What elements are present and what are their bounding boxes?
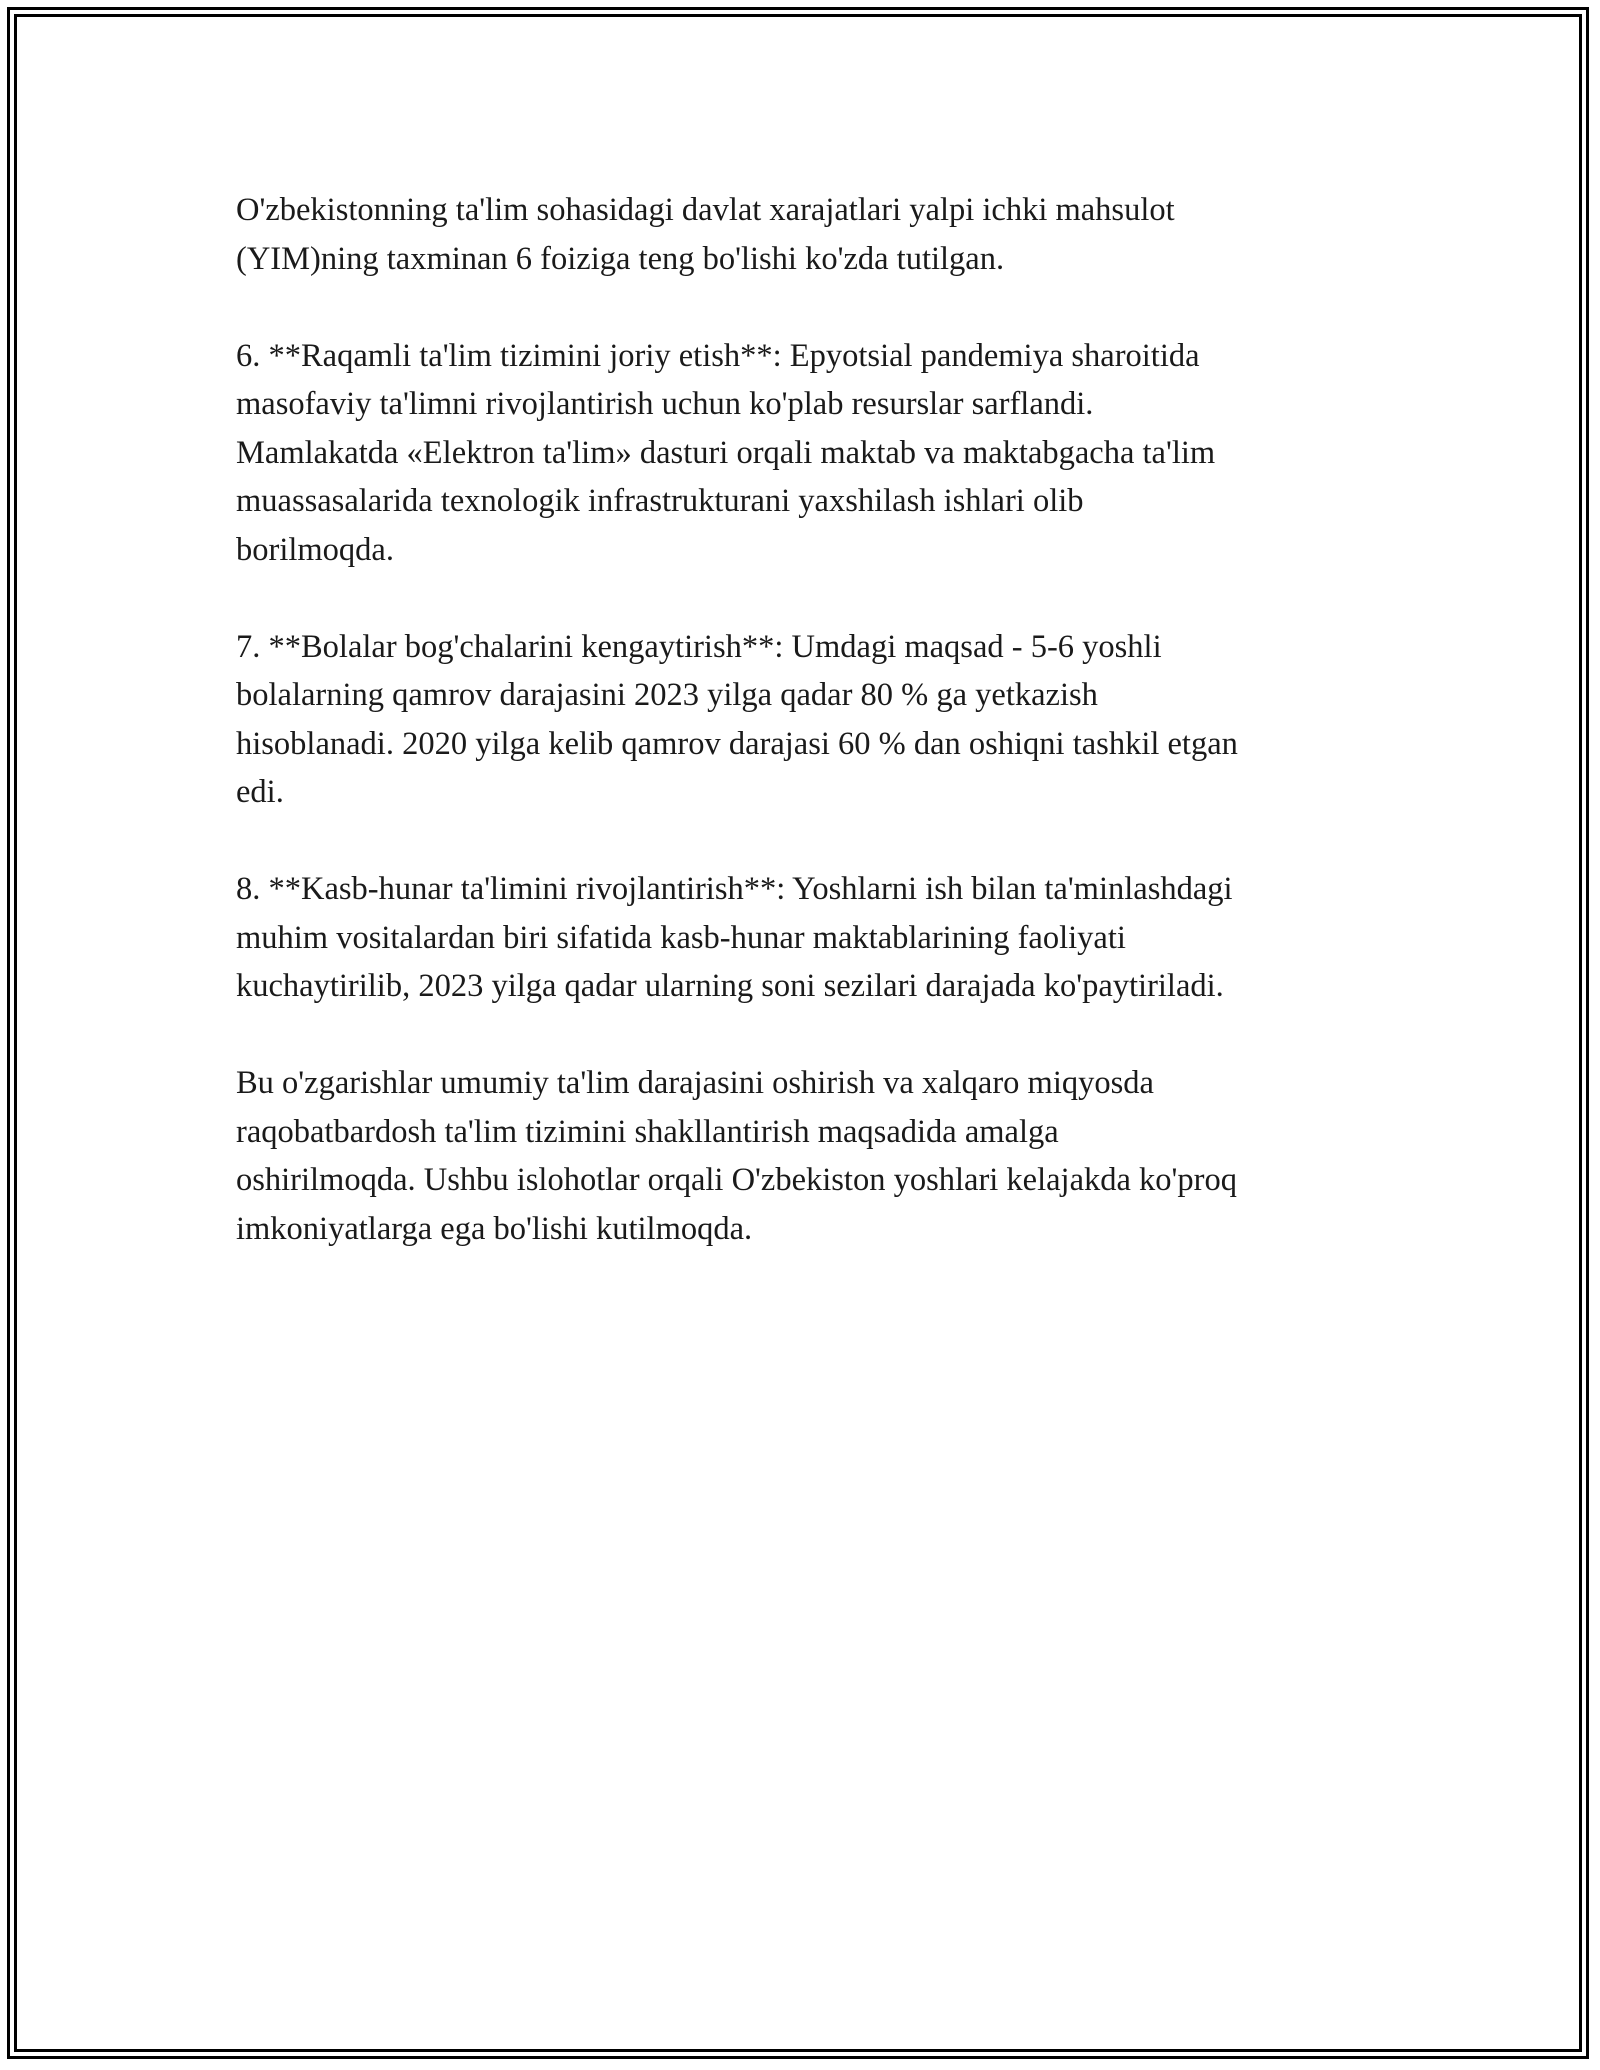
paragraph-vocational-education: 8. **Kasb-hunar ta'limini rivojlantirish**: Yoshlarni ish bilan ta'minlashdagi muhim vositalardan biri sifatida kasb-hunar maktablarining faoliyati kuchaytirilib, 2023 yilga qadar ularning soni sezilari darajada ko'paytiriladi. bbox=[236, 871, 1233, 1004]
paragraph-kindergartens: 7. **Bolalar bog'chalarini kengaytirish**: Umdagi maqsad - 5-6 yoshli bolalarning qamrov darajasini 2023 yilga qadar 80 % ga yetkazish hisoblanadi. 2020 yilga kelib qamrov darajasi 60 % dan oshiqni tashkil etgan edi. bbox=[236, 628, 1238, 810]
paragraph-education-spending: O'zbekistonning ta'lim sohasidagi davlat xarajatlari yalpi ichki mahsulot (YIM)ning taxminan 6 foiziga teng bo'lishi ko'zda tutilgan. bbox=[236, 192, 1175, 277]
document-body bbox=[236, 186, 1376, 1302]
paragraph-conclusion: Bu o'zgarishlar umumiy ta'lim darajasini oshirish va xalqaro miqyosda raqobatbardosh ta'lim tizimini shakllantirish maqsadida amalga oshirilmoqda. Ushbu islohotlar orqali O'zbekiston yoshlari kelajakda ko'proq imkoniyatlarga ega bo'lishi kutilmoqda. bbox=[236, 1065, 1237, 1247]
paragraph-digital-education: 6. **Raqamli ta'lim tizimini joriy etish**: Epyotsial pandemiya sharoitida masofaviy ta'limni rivojlantirish uchun ko'plab resurslar sarflandi. Mamlakatda «Elektron ta'lim» dasturi orqali maktab va maktabgacha ta'lim muassasalarida texnologik infrastrukturani yaxshilash ishlari olib borilmoqda. bbox=[236, 337, 1216, 568]
